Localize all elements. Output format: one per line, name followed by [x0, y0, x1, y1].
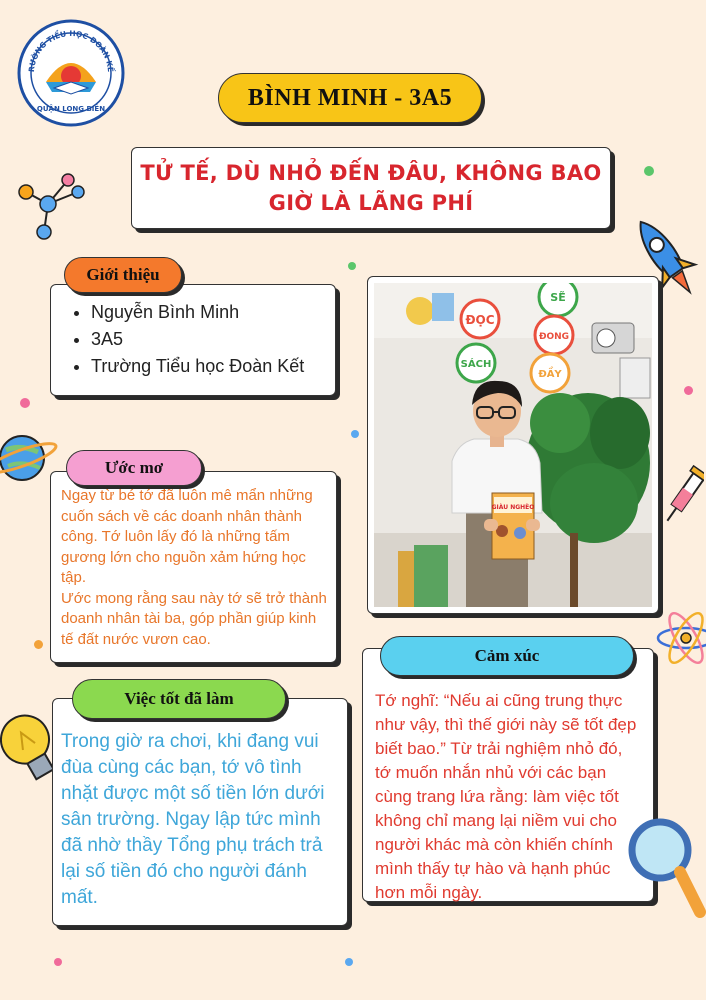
feeling-label: Cảm xúc	[380, 636, 634, 676]
dot-decoration	[345, 958, 353, 966]
title-card	[131, 147, 611, 229]
syringe-icon	[664, 462, 704, 532]
intro-name: • Nguyễn Bình Minh	[91, 299, 335, 326]
dream-label: Ước mơ	[66, 450, 202, 486]
good-deed-card	[52, 698, 348, 926]
sign-sach: SÁCH	[460, 359, 492, 370]
dream-paragraph-1: Ngay từ bé tớ đã luôn mê mẩn những cuốn sách về các doanh nhân thành công. Tớ luôn lấy đó là những tấm gương lớn cho nguồn xảm hứng học tập.	[61, 487, 313, 586]
sign-doc: ĐỌC	[465, 313, 495, 327]
dot-decoration	[20, 398, 30, 408]
good-deed-label: Việc tốt đã làm	[72, 679, 286, 719]
intro-list	[51, 299, 335, 380]
sign-se: SẼ	[550, 291, 566, 304]
dot-decoration	[684, 386, 693, 395]
school-logo	[16, 18, 126, 128]
dream-card	[50, 471, 337, 663]
intro-card	[50, 284, 336, 396]
dot-decoration	[34, 640, 43, 649]
dream-paragraph-2: Ước mong rằng sau này tớ sẽ trở thành doanh nhân tài ba, góp phần giúp kinh tế đất nước vươn cao.	[61, 589, 327, 648]
intro-school: • Trường Tiểu học Đoàn Kết	[91, 353, 335, 380]
good-deed-text: Trong giờ ra chơi, khi đang vui đùa cùng các bạn, tớ vô tình nhặt được một số tiền lớn dưới sân trường. Ngay lập tức mình đã nhờ thầy Tổng phụ trách trả lại số tiền đó cho người đánh mất.	[61, 731, 325, 908]
photo-card	[367, 276, 659, 614]
intro-label: Giới thiệu	[64, 257, 182, 293]
dot-decoration	[644, 166, 654, 176]
intro-class: • 3A5	[91, 326, 335, 353]
magnifier-icon	[626, 812, 706, 922]
book-cover-title: GIÀU NGHÈO	[491, 504, 535, 511]
title-line-1: TỬ TẾ, DÙ NHỎ ĐẾN ĐÂU, KHÔNG BAO	[140, 161, 602, 185]
feeling-card	[362, 648, 654, 902]
student-photo	[374, 283, 652, 607]
sign-day: ĐẦY	[538, 369, 562, 380]
logo-bottom-text: QUẬN LONG BIÊN	[36, 105, 106, 113]
dot-decoration	[348, 262, 356, 270]
logo-arc-text: RƯỜNG TIỂU HỌC ĐOÀN KẾ	[26, 28, 116, 73]
dot-decoration	[351, 430, 359, 438]
molecule-icon	[6, 162, 96, 252]
title-line-2: GIỜ LÀ LÃNG PHÍ	[268, 191, 474, 215]
feeling-text: Tớ nghĩ: “Nếu ai cũng trung thực như vậy, thì thế giới này sẽ tốt đẹp biết bao.” Từ trải nghiệm nhỏ đó, tớ muốn nhắn nhủ với các bạn cùng trang lứa rằng: làm việc tốt không chỉ mang lại niềm vui cho người khác mà còn khiến chính mình thấy tự hào và hạnh phúc hơn mỗi ngày.	[375, 691, 637, 902]
atom-icon	[656, 598, 706, 678]
dot-decoration	[54, 958, 62, 966]
name-class-badge: BÌNH MINH - 3A5	[218, 73, 482, 123]
sign-dong: ĐONG	[538, 332, 570, 342]
